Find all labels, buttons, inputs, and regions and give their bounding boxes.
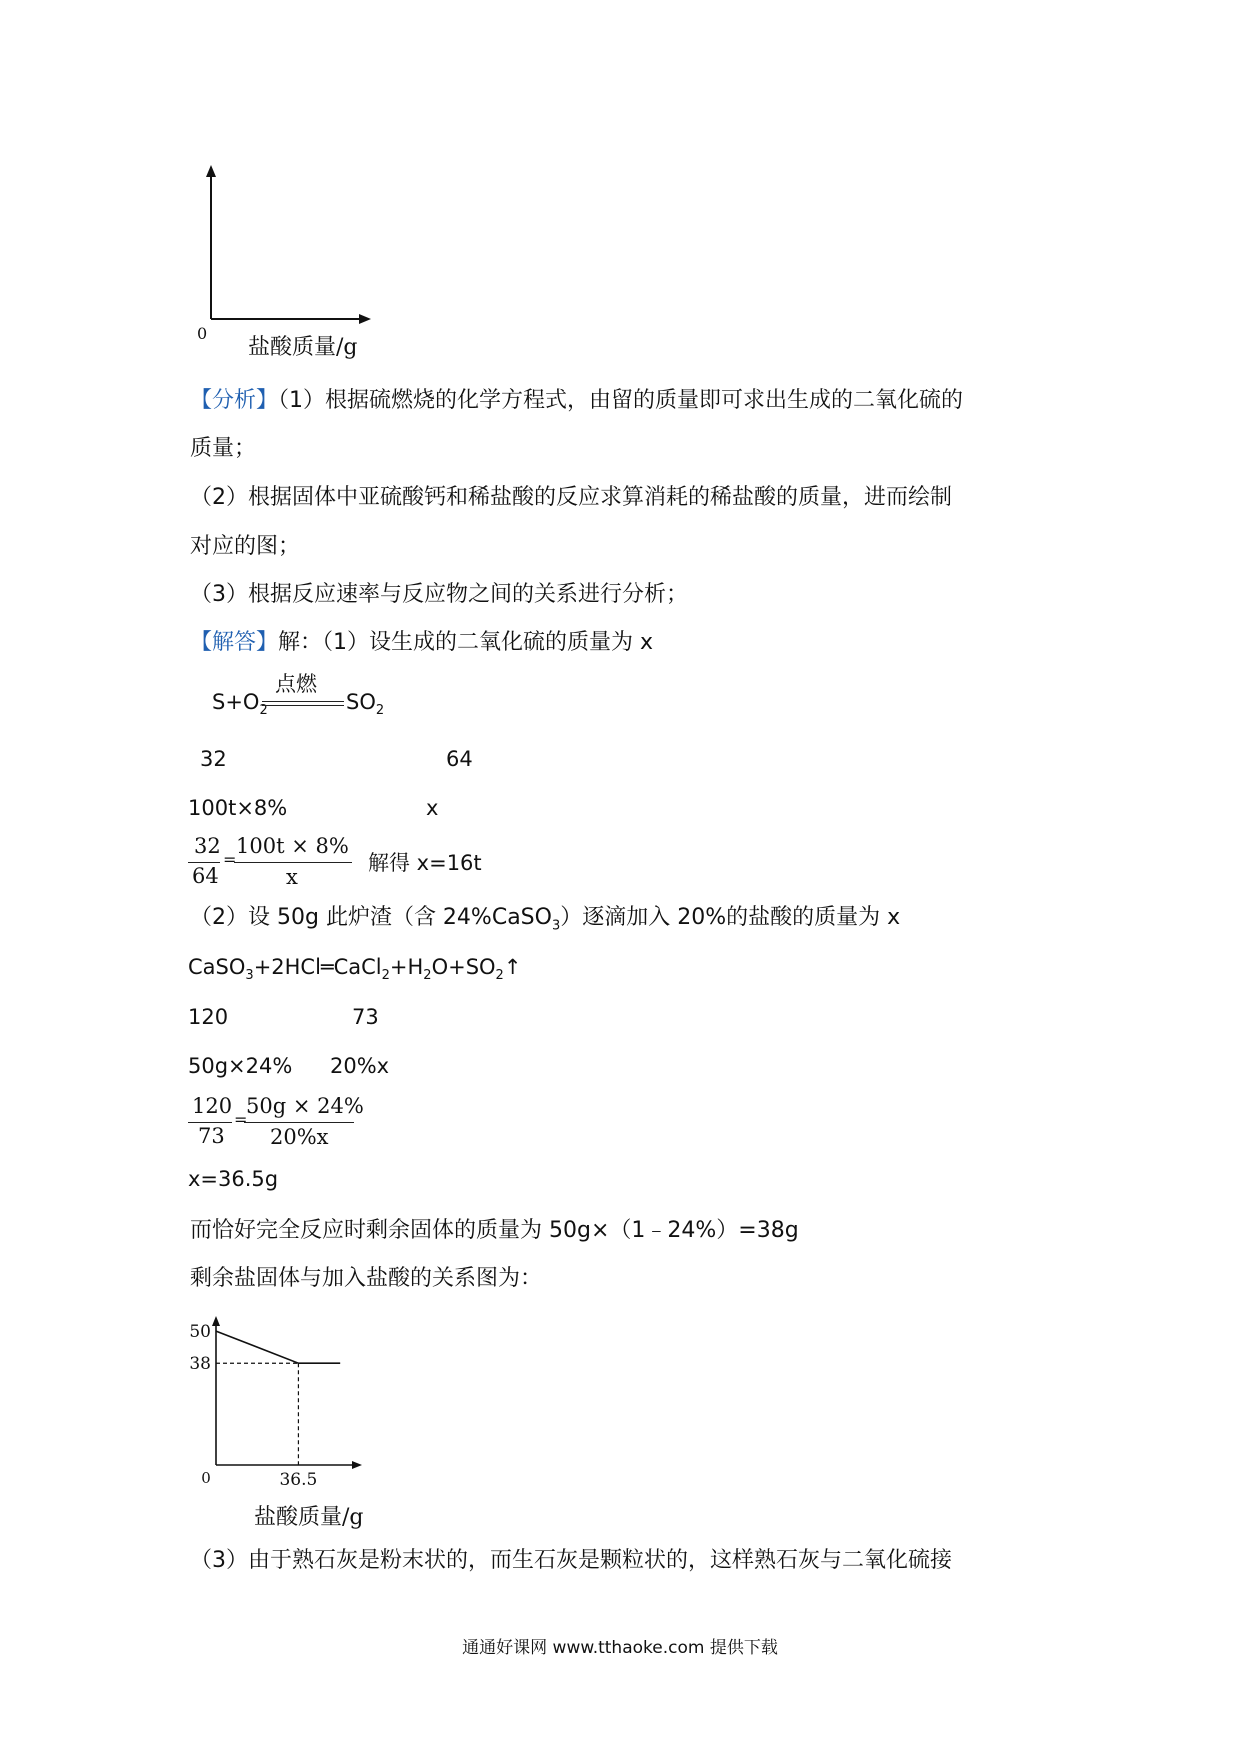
answer-tag: 【解答】 <box>190 630 279 655</box>
ratio-row-1a: 32 <box>200 747 227 771</box>
result-chart-xlabel: 盐酸质量/g <box>254 1505 364 1530</box>
ratio-row-3a: 120 <box>188 1005 229 1029</box>
top-graph-xlabel: 盐酸质量/g <box>248 335 358 360</box>
frac1-bar-1 <box>188 862 220 863</box>
ratio-row-2a: 100t×8% <box>188 796 288 820</box>
eq1-left: $S+O_2$ <box>212 690 268 719</box>
frac1-n1: 32 <box>194 834 221 858</box>
graph-intro: 剩余盐固体与加入盐酸的关系图为： <box>190 1266 543 1291</box>
frac2-d1: 73 <box>198 1124 225 1148</box>
remaining-solid-chart <box>185 1310 385 1510</box>
equation-2: $CaSO_3+2HCl═CaCl_2+H_2O+SO_2↑$ <box>188 955 522 984</box>
ratio-row-3b: 73 <box>352 1005 379 1029</box>
answer-intro-line <box>190 628 653 658</box>
solve-1: 解得 x=16t <box>368 851 482 875</box>
ratio-row-4a: 50g×24% <box>188 1054 293 1078</box>
analysis-tag: 【分析】 <box>190 388 279 413</box>
analysis-p3: （3）根据反应速率与反应物之间的关系进行分析； <box>190 582 688 607</box>
y-axis-arrow <box>206 165 216 177</box>
origin-label: 0 <box>201 1469 211 1487</box>
series-line-0 <box>216 1331 340 1363</box>
fraction-equation-1 <box>188 834 358 894</box>
y-tick-label-38: 38 <box>189 1354 211 1375</box>
equation-1 <box>212 668 412 718</box>
y-tick-label-50: 50 <box>189 1322 211 1343</box>
frac1-n2: 100t × 8% <box>236 834 349 858</box>
page-footer: 通通好课网 www.tthaoke.com 提供下载 <box>462 1638 778 1658</box>
frac2-bar-2 <box>244 1122 354 1123</box>
frac2-d2: 20%x <box>270 1125 329 1149</box>
fraction-equation-2 <box>188 1094 364 1154</box>
answer-intro: 解：（1）设生成的二氧化硫的质量为 x <box>278 630 654 655</box>
ratio-row-1b: 64 <box>446 747 473 771</box>
x-axis-arrow <box>352 1461 362 1469</box>
analysis-p2b: 对应的图； <box>190 534 301 559</box>
analysis-p1a: （1）根据硫燃烧的化学方程式，由留的质量即可求出生成的二氧化硫的 <box>278 388 964 413</box>
question-2-line: （2）设 50g 此炉渣（含 24%CaSO$_3$）逐滴加入 20%的盐酸的质量为 x <box>190 905 901 934</box>
eq1-condition: 点燃 <box>275 672 317 696</box>
eq1-right: $SO_2$ <box>346 690 385 719</box>
ratio-row-4b: 20%x <box>330 1054 390 1078</box>
y-axis-arrow <box>212 1316 220 1326</box>
frac1-equals: = <box>223 850 237 869</box>
frac2-equals: = <box>234 1110 248 1129</box>
eq1-double-bar <box>262 701 344 706</box>
frac2-n2: 50g × 24% <box>246 1094 364 1118</box>
analysis-p2a: （2）根据固体中亚硫酸钙和稀盐酸的反应求算消耗的稀盐酸的质量，进而绘制 <box>190 485 952 510</box>
q2-text-end: ）逐滴加入 20%的盐酸的质量为 x <box>560 905 901 930</box>
ratio-row-2b: x <box>426 796 439 820</box>
frac1-bar-2 <box>234 862 352 863</box>
remaining-solid-statement: 而恰好完全反应时剩余固体的质量为 50g×（1﹣24%）=38g <box>190 1218 799 1243</box>
q2-text: （2）设 50g 此炉渣（含 24%CaSO <box>190 905 552 930</box>
answer-p3: （3）由于熟石灰是粉末状的，而生石灰是颗粒状的，这样熟石灰与二氧化硫接 <box>190 1548 952 1573</box>
frac2-n1: 120 <box>192 1094 233 1118</box>
frac2-bar-1 <box>188 1122 232 1123</box>
frac1-d1: 64 <box>192 864 219 888</box>
x-tick-label-36.5: 36.5 <box>279 1470 318 1490</box>
frac1-d2: x <box>286 865 298 889</box>
analysis-p1b: 质量； <box>190 436 257 461</box>
x-axis-arrow <box>359 314 371 324</box>
top-graph-origin: 0 <box>197 324 208 343</box>
analysis-paragraph-1 <box>190 386 963 416</box>
x-result: x=36.5g <box>188 1167 279 1191</box>
